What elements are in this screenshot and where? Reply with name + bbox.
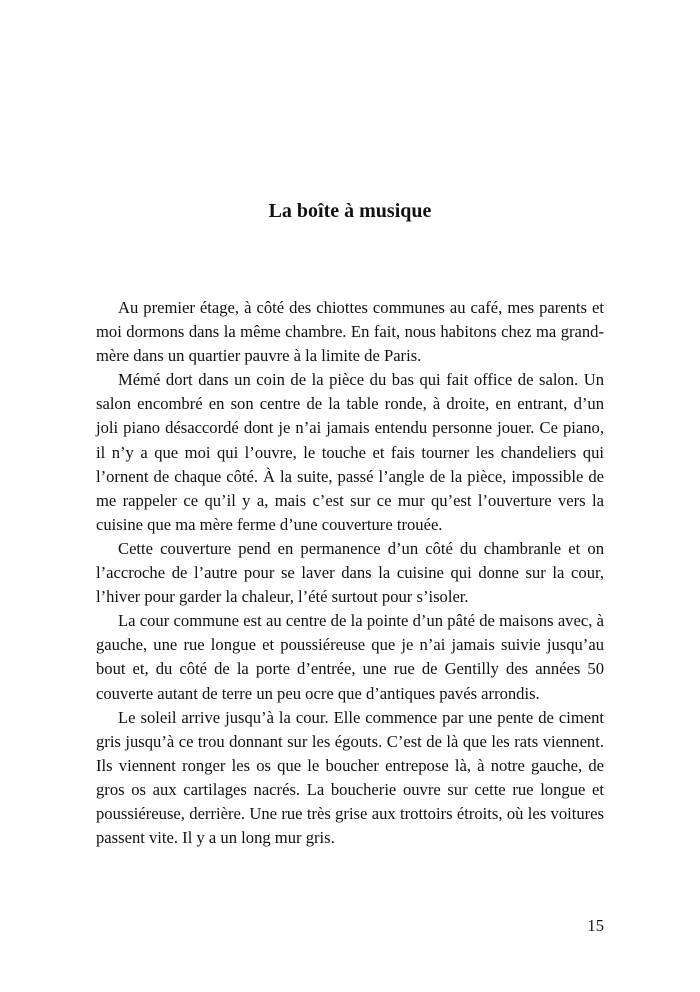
chapter-title: La boîte à musique bbox=[268, 200, 432, 222]
paragraph: La cour commune est au centre de la pointe d’un pâté de maisons avec, à gauche, une rue longue et poussiéreuse que je n’ai jamais suivie jusqu’au bout et, du côté de la porte d’entrée, une rue de Gentilly des années 50 couverte autant de terre un peu ocre que d’antiques pavés arrondis. bbox=[96, 611, 604, 703]
paragraph: Cette couverture pend en permanence d’un côté du chambranle et on l’accroche de l’autre pour se laver dans la cuisine qui donne sur la cour, l’hiver pour garder la chaleur, l’été surtout pour s’isoler. bbox=[96, 538, 604, 607]
page-number: 15 bbox=[587, 916, 604, 935]
chapter-body bbox=[96, 296, 604, 850]
paragraph: Le soleil arrive jusqu’à la cour. Elle commence par une pente de ciment gris jusqu’à ce trou donnant sur les égouts. C’est de là que les rats viennent. Ils viennent ronger les os que le boucher entrepose là, à notre gauche, de gros os aux cartilages nacrés. La boucherie ouvre sur cette rue longue et poussiéreuse, derrière. Une rue très grise aux trottoirs étroits, où les voitures passent vite. Il y a un long mur gris. bbox=[96, 707, 604, 848]
paragraph: Mémé dort dans un coin de la pièce du bas qui fait office de salon. Un salon encombré en son centre de la table ronde, à droite, en entrant, d’un joli piano désaccordé dont je n’ai jamais entendu personne jouer. Ce piano, il n’y a que moi qui l’ouvre, le touche et fais tourner les chandeliers qui l’ornent de chaque côté. À la suite, passé l’angle de la pièce, impossible de me rappeler ce qu’il y a, mais c’est sur ce mur qu’est l’ouverture vers la cuisine que ma mère ferme d’une couverture trouée. bbox=[96, 370, 604, 534]
paragraph: Au premier étage, à côté des chiottes communes au café, mes parents et moi dormons dans la même chambre. En fait, nous habitons chez ma grand-mère dans un quartier pauvre à la limite de Paris. bbox=[96, 298, 604, 366]
